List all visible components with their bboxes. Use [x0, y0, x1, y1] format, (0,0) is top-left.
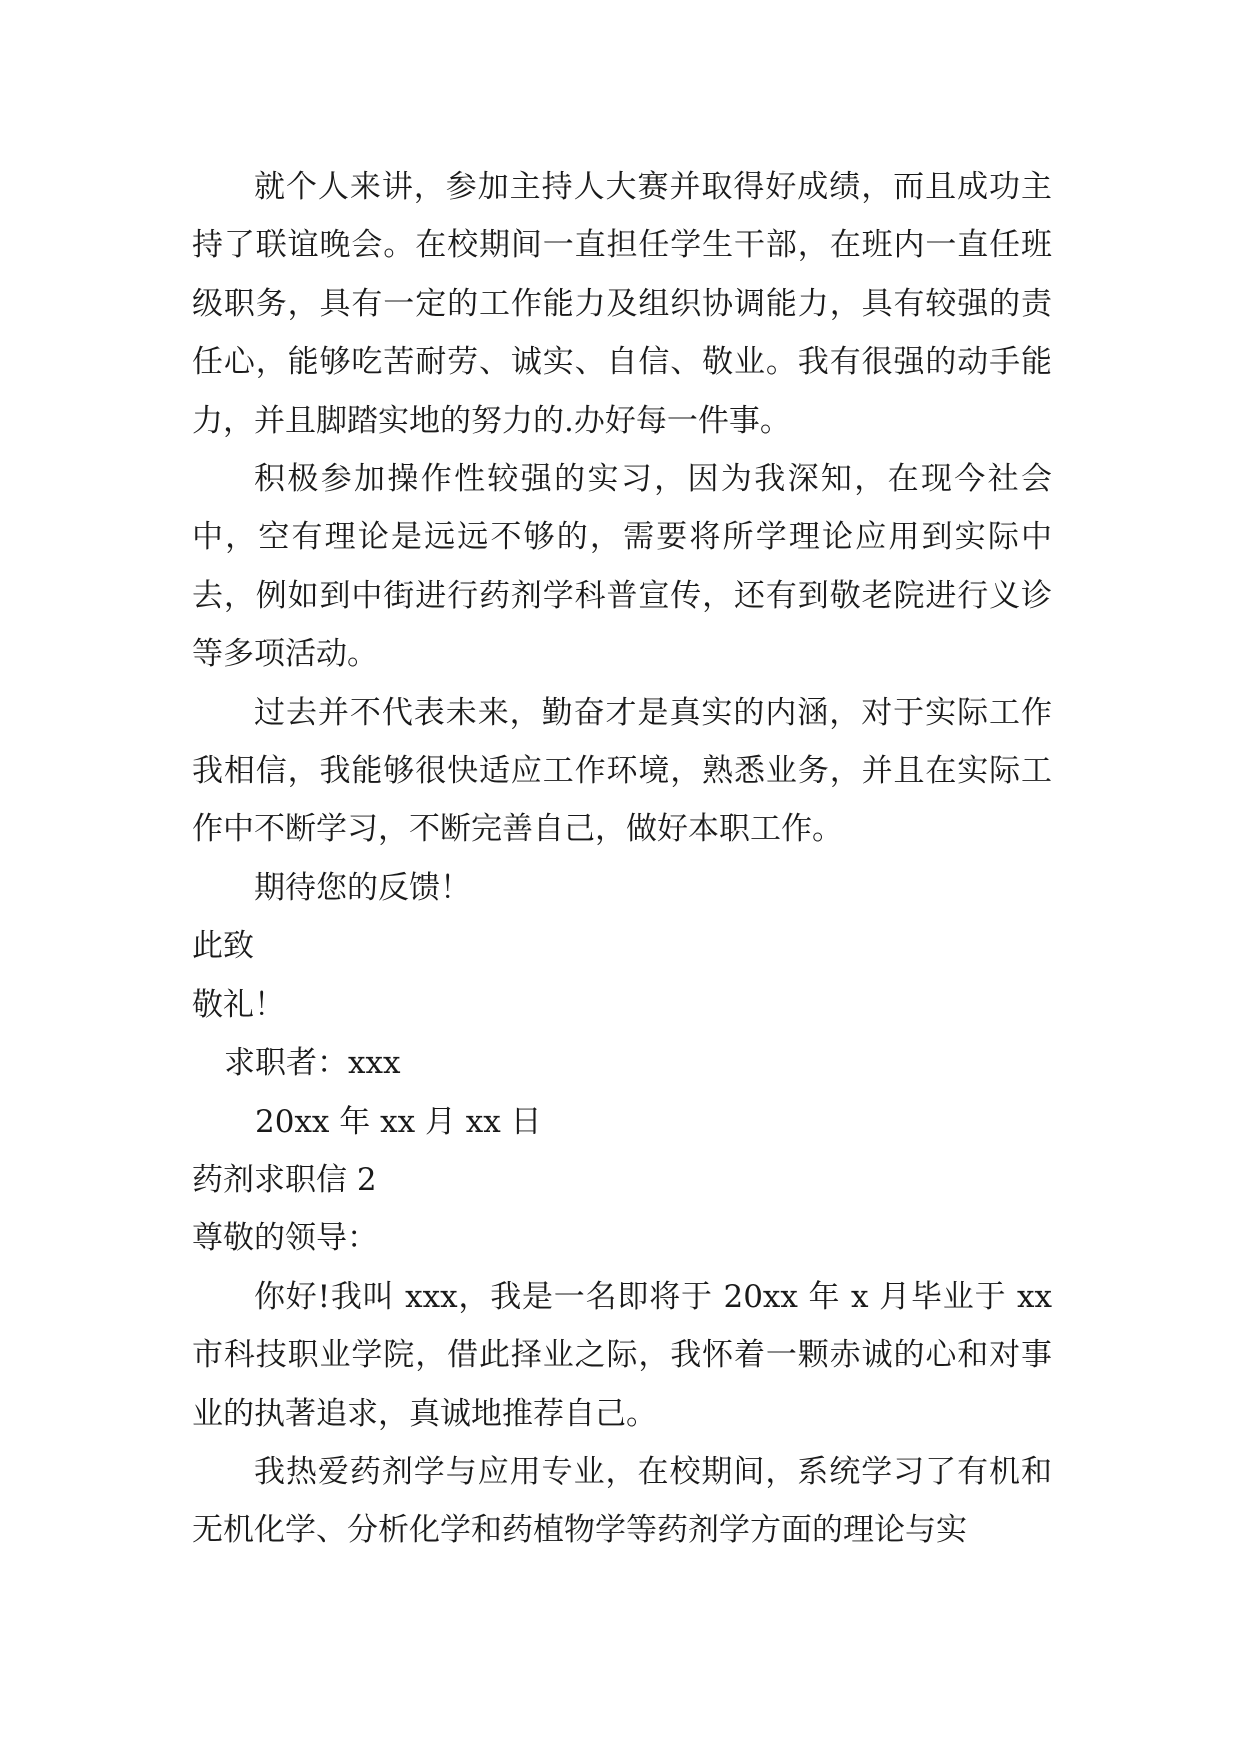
- section-title: 药剂求职信 2: [192, 1161, 377, 1198]
- paragraph-await-feedback: 期待您的反馈！: [254, 869, 471, 906]
- paragraph-future: 过去并不代表未来，勤奋才是真实的内涵，对于实际工作我相信，我能够很快适应工作环境，熟悉业务，并且在实际工作中不断学习，不断完善自己，做好本职工作。: [192, 694, 1052, 848]
- signature-line: 求职者：xxx: [224, 1045, 401, 1082]
- letter-body: [192, 158, 1052, 1560]
- salute-phrase: 敬礼！: [192, 986, 285, 1023]
- paragraph-introduction: 你好!我叫 xxx，我是一名即将于 20xx 年 x 月毕业于 xx 市科技职业学院，借此择业之际，我怀着一颗赤诚的心和对事业的执著追求，真诚地推荐自己。: [192, 1278, 1052, 1432]
- paragraph-personal-ability: 就个人来讲，参加主持人大赛并取得好成绩，而且成功主持了联谊晚会。在校期间一直担任学生干部，在班内一直任班级职务，具有一定的工作能力及组织协调能力，具有较强的责任心，能够吃苦耐劳、诚实、自信、敬业。我有很强的动手能力，并且脚踏实地的努力的.办好每一件事。: [192, 169, 1052, 439]
- paragraph-major: 我热爱药剂学与应用专业，在校期间，系统学习了有机和无机化学、分析化学和药植物学等药剂学方面的理论与实: [192, 1453, 1052, 1549]
- greeting-line: 尊敬的领导：: [192, 1220, 378, 1257]
- paragraph-internship: 积极参加操作性较强的实习，因为我深知，在现今社会中，空有理论是远远不够的，需要将所学理论应用到实际中去，例如到中街进行药剂学科普宣传，还有到敬老院进行义诊等多项活动。: [192, 461, 1052, 673]
- date-line: 20xx 年 xx 月 xx 日: [255, 1103, 542, 1140]
- closing-phrase: 此致: [192, 928, 254, 965]
